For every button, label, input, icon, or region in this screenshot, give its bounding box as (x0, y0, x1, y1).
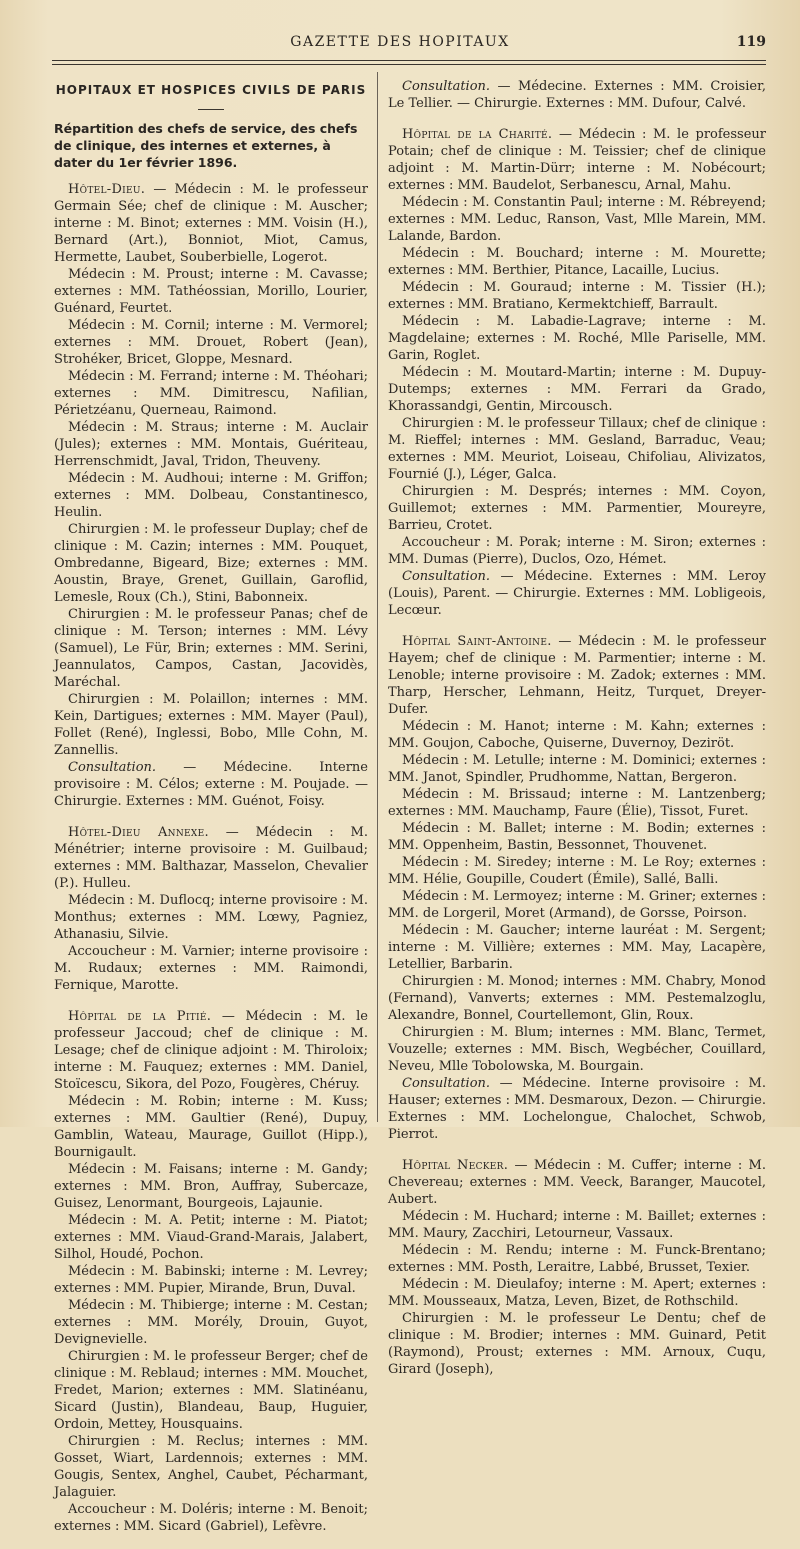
service-paragraph (54, 691, 368, 759)
hospital-name: Hôpital Necker. (402, 1158, 509, 1173)
paragraph-text: Médecin : M. Rendu; interne : M. Funck-Brentano; externes : MM. Posth, Leraitre, Labbé, Brusset, Texier. (388, 1243, 766, 1275)
paragraph-text: Chirurgien : M. Polaillon; internes : MM. Kein, Dartigues; externes : MM. Mayer (Paul), Follet (René), Inglessi, Bobo, Mlle Cohn, M. Zannellis. (54, 692, 368, 758)
paragraph-text: Médecin : M. Hanot; interne : M. Kahn; externes : MM. Goujon, Caboche, Quiserne, Duvernoy, Deziröt. (388, 719, 766, 751)
service-paragraph (388, 78, 766, 112)
paragraph-text: Accoucheur : M. Varnier; interne provisoire : M. Rudaux; externes : MM. Raimondi, Fernique, Marotte. (54, 944, 368, 993)
service-paragraph (388, 415, 766, 483)
service-paragraph (388, 1242, 766, 1276)
title-rule (198, 109, 224, 110)
paragraph-text: Médecin : M. Babinski; interne : M. Levrey; externes : MM. Pupier, Mirande, Brun, Duval. (54, 1264, 368, 1296)
service-paragraph (54, 181, 368, 266)
service-paragraph (388, 126, 766, 194)
paragraph-text: Médecin : M. Faisans; interne : M. Gandy; externes : MM. Bron, Auffray, Subercaze, Guisez, Lenormant, Bourgeois, Lajaunie. (54, 1162, 368, 1211)
paragraph-text: Chirurgien : M. le professeur Panas; chef de clinique : M. Terson; internes : MM. Lévy (Samuel), Le Für, Brin; externes : MM. Serini, Jeannulatos, Campos, Castan, Jacovidès, Maréchal. (54, 607, 368, 690)
paragraph-text: Médecin : M. Audhoui; interne : M. Griffon; externes : MM. Dolbeau, Constantinesco, Heulin. (54, 471, 368, 520)
paragraph-text: — Médecin : M. Cuffer; interne : M. Chevereau; externes : MM. Veeck, Baranger, Maucotel, Aubert. (388, 1158, 766, 1207)
hospital-section (54, 181, 368, 810)
service-paragraph (388, 1310, 766, 1378)
paragraph-text: Médecin : M. Gaucher; interne lauréat : M. Sergent; interne : M. Villière; externes : MM. May, Lacapère, Letellier, Barbarin. (388, 923, 766, 972)
paragraph-text: — Médecin : M. le professeur Potain; chef de clinique : M. Teissier; chef de clinique adjoint : M. Martin-Dürr; interne : M. Nobécourt; externes : MM. Baudelot, Serbanescu, Arnal, Mahu. (388, 127, 766, 193)
article-subtitle: Répartition des chefs de service, des chefs de clinique, des internes et externes, à dater du 1er février 1896. (54, 121, 358, 170)
service-paragraph (388, 483, 766, 534)
hospital-name: Hôpital Saint-Antoine. (402, 634, 552, 649)
paragraph-text: Médecin : M. Duflocq; interne provisoire : M. Monthus; externes : MM. Lœwy, Pagniez, Athanasiu, Silvie. (54, 893, 368, 942)
service-paragraph (54, 1263, 368, 1297)
paragraph-text: — Médecin : M. le professeur Jaccoud; chef de clinique : M. Lesage; chef de clinique adjoint : M. Thiroloix; interne : M. Fauquez; externes : MM. Daniel, Stoïcescu, Sikora, del Pozo, Fougères, Chéruy. (54, 1009, 368, 1092)
hospital-name: Hôpital de la Charité. (402, 127, 553, 142)
hospital-name: Hôtel-Dieu Annexe. (68, 825, 209, 840)
paragraph-text: Médecin : M. Robin; interne : M. Kuss; externes : MM. Gaultier (René), Dupuy, Gamblin, Wateau, Maurage, Guillot (Hipp.), Bournigault. (54, 1094, 368, 1160)
paragraph-text: Médecin : M. A. Petit; interne : M. Piatot; externes : MM. Viaud-Grand-Marais, Jalabert, Silhol, Houdé, Pochon. (54, 1213, 368, 1262)
paragraph-text: Médecin : M. Proust; interne : M. Cavasse; externes : MM. Tathéossian, Morillo, Lourier, Guénard, Feurtet. (54, 267, 368, 316)
service-paragraph (388, 1157, 766, 1208)
paragraph-text: Médecin : M. Dieulafoy; interne : M. Apert; externes : MM. Mousseaux, Matza, Leven, Bizet, de Rothschild. (388, 1277, 766, 1309)
hospital-name: Hôtel-Dieu. (68, 182, 146, 197)
header-rule-thin (52, 64, 766, 65)
paragraph-text: Médecin : M. Gouraud; interne : M. Tissier (H.); externes : MM. Bratiano, Kermektchieff, Barrault. (388, 280, 766, 312)
paragraph-text: Chirurgien : M. Després; internes : MM. Coyon, Guillemot; externes : MM. Parmentier, Moureyre, Barrieu, Crotet. (388, 484, 766, 533)
paragraph-text: Chirurgien : M. le professeur Tillaux; chef de clinique : M. Rieffel; internes : MM. Gesland, Barraduc, Veau; externes : MM. Meuriot, Loiseau, Chifoliau, Alivizatos, Fournié (J.), Léger, Galca. (388, 416, 766, 482)
service-paragraph (388, 1276, 766, 1310)
header-rule (52, 60, 766, 61)
hospital-name: Hôpital de la Pitié. (68, 1009, 212, 1024)
service-paragraph (54, 317, 368, 368)
paragraph-text: Chirurgien : M. le professeur Duplay; chef de clinique : M. Cazin; internes : MM. Pouquet, Ombredanne, Bigeard, Bize; externes : MM. Aoustin, Braye, Grenet, Guillain, Garoflid, Lemesle, Roux (Ch.), Stini, Babonneix. (54, 522, 368, 605)
service-paragraph (54, 470, 368, 521)
service-paragraph (54, 521, 368, 606)
service-paragraph (54, 1433, 368, 1501)
service-paragraph (388, 888, 766, 922)
right-column (388, 78, 766, 1392)
journal-title: GAZETTE DES HOPITAUX (290, 34, 510, 50)
paragraph-text: Consultation. — Médecine. Interne provisoire : M. Hauser; externes : MM. Desmaroux, Dezon. — Chirurgie. Externes : MM. Lochelongue, Chalochet, Schwob, Pierrot. (388, 1076, 766, 1142)
paragraph-text: Chirurgien : M. Reclus; internes : MM. Gosset, Wiart, Lardennois; externes : MM. Gougis, Sentex, Anghel, Caubet, Pécharmant, Jalaguier. (54, 1434, 368, 1500)
column-separator (377, 72, 378, 1122)
service-paragraph (388, 752, 766, 786)
paragraph-text: Médecin : M. Straus; interne : M. Auclair (Jules); externes : MM. Montais, Guériteau, Herrenschmidt, Javal, Tridon, Theuveny. (54, 420, 368, 469)
service-paragraph (388, 1208, 766, 1242)
service-paragraph (388, 279, 766, 313)
service-paragraph (388, 568, 766, 619)
paragraph-text: Médecin : M. Siredey; interne : M. Le Roy; externes : MM. Hélie, Goupille, Coudert (Émile), Sallé, Balli. (388, 855, 766, 887)
service-paragraph (388, 922, 766, 973)
service-paragraph (54, 1093, 368, 1161)
paragraph-text: Consultation. — Médecine. Externes : MM. Croisier, Le Tellier. — Chirurgie. Externes : MM. Dufour, Calvé. (388, 79, 766, 111)
service-paragraph (388, 786, 766, 820)
service-paragraph (54, 824, 368, 892)
paragraph-text: Médecin : M. Cornil; interne : M. Vermorel; externes : MM. Drouet, Robert (Jean), Strohéker, Bricet, Gloppe, Mesnard. (54, 318, 368, 367)
service-paragraph (388, 194, 766, 245)
left-column (54, 78, 368, 1549)
paragraph-text: Médecin : M. Ballet; interne : M. Bodin; externes : MM. Oppenheim, Bastin, Bessonnet, Thouvenet. (388, 821, 766, 853)
paragraph-text: Médecin : M. Lermoyez; interne : M. Griner; externes : MM. de Lorgeril, Moret (Armand), de Gorsse, Poirson. (388, 889, 766, 921)
service-paragraph (54, 1501, 368, 1535)
section-title: HOPITAUX ET HOSPICES CIVILS DE PARIS (55, 83, 367, 97)
hospital-section (388, 126, 766, 619)
paragraph-text: Médecin : M. Letulle; interne : M. Dominici; externes : MM. Janot, Spindler, Prudhomme, Nattan, Bergeron. (388, 753, 766, 785)
paragraph-text: Médecin : M. Moutard-Martin; interne : M. Dupuy-Dutemps; externes : MM. Ferrari da Grado, Khorassandgi, Gentin, Mircousch. (388, 365, 766, 414)
service-paragraph (54, 759, 368, 810)
service-paragraph (388, 534, 766, 568)
service-paragraph (388, 820, 766, 854)
service-paragraph (54, 1008, 368, 1093)
hospital-section (388, 633, 766, 1143)
paragraph-text: Médecin : M. Bouchard; interne : M. Mourette; externes : MM. Berthier, Pitance, Lacaille, Lucius. (388, 246, 766, 278)
paragraph-text: Médecin : M. Huchard; interne : M. Baillet; externes : MM. Maury, Zacchiri, Letourneur, Vassaux. (388, 1209, 766, 1241)
service-paragraph (54, 1348, 368, 1433)
paragraph-text: Consultation. — Médecine. Interne provisoire : M. Célos; externe : M. Poujade. — Chirurgie. Externes : MM. Guénot, Foisy. (54, 760, 368, 809)
paragraph-text: Médecin : M. Ferrand; interne : M. Théohari; externes : MM. Dimitrescu, Nafilian, Périetzéanu, Querneau, Raimond. (54, 369, 368, 418)
service-paragraph (54, 1212, 368, 1263)
service-paragraph (54, 419, 368, 470)
service-paragraph (388, 973, 766, 1024)
service-paragraph (54, 943, 368, 994)
paragraph-text: Chirurgien : M. Monod; internes : MM. Chabry, Monod (Fernand), Vanverts; externes : MM. Pestemalzoglu, Alexandre, Bonnel, Courtellemont, Glin, Roux. (388, 974, 766, 1023)
service-paragraph (388, 364, 766, 415)
paragraph-text: Accoucheur : M. Porak; interne : M. Siron; externes : MM. Dumas (Pierre), Duclos, Ozo, Hémet. (388, 535, 766, 567)
service-paragraph (388, 245, 766, 279)
service-paragraph (54, 892, 368, 943)
hospital-section (54, 1008, 368, 1535)
paragraph-text: Médecin : M. Thibierge; interne : M. Cestan; externes : MM. Morély, Drouin, Guyot, Devignevielle. (54, 1298, 368, 1347)
paragraph-text: Chirurgien : M. le professeur Le Dentu; chef de clinique : M. Brodier; internes : MM. Guinard, Petit (Raymond), Proust; externes : MM. Arnoux, Cuqu, Girard (Joseph), (388, 1311, 766, 1377)
hospital-section (388, 78, 766, 112)
service-paragraph (388, 718, 766, 752)
service-paragraph (388, 854, 766, 888)
service-paragraph (388, 1075, 766, 1143)
service-paragraph (54, 368, 368, 419)
service-paragraph (388, 1024, 766, 1075)
paragraph-text: Médecin : M. Brissaud; interne : M. Lantzenberg; externes : MM. Mauchamp, Faure (Élie), Tissot, Furet. (388, 787, 766, 819)
paragraph-text: Médecin : M. Labadie-Lagrave; interne : M. Magdelaine; externes : M. Roché, Mlle Pariselle, MM. Garin, Roglet. (388, 314, 766, 363)
hospital-section (54, 824, 368, 994)
paragraph-text: Chirurgien : M. le professeur Berger; chef de clinique : M. Reblaud; internes : MM. Mouchet, Fredet, Marion; externes : MM. Slatinéanu, Sicard (Justin), Blandeau, Baup, Huguier, Ordoin, Mettey, Housquains. (54, 1349, 368, 1432)
service-paragraph (388, 633, 766, 718)
paragraph-text: — Médecin : M. le professeur Germain Sée; chef de clinique : M. Auscher; interne : M. Binot; externes : MM. Voisin (H.), Bernard (Art.), Bonniot, Miot, Camus, Hermette, Laubet, Souberbielle, Logerot. (54, 182, 368, 265)
service-paragraph (54, 606, 368, 691)
paragraph-text: Consultation. — Médecine. Externes : MM. Leroy (Louis), Parent. — Chirurgie. Externes : MM. Lobligeois, Lecœur. (388, 569, 766, 618)
paragraph-text: Accoucheur : M. Doléris; interne : M. Benoit; externes : MM. Sicard (Gabriel), Lefèvre. (54, 1502, 368, 1534)
service-paragraph (54, 1297, 368, 1348)
hospital-section (388, 1157, 766, 1378)
paragraph-text: Chirurgien : M. Blum; internes : MM. Blanc, Termet, Vouzelle; externes : MM. Bisch, Wegbécher, Couillard, Neveu, Mlle Tobolowska, M. Bourgain. (388, 1025, 766, 1074)
page-number: 119 (736, 34, 766, 50)
paragraph-text: — Médecin : M. Ménétrier; interne provisoire : M. Guilbaud; externes : MM. Balthazar, Masselon, Chevalier (P.). Hulleu. (54, 825, 368, 891)
paragraph-text: Médecin : M. Constantin Paul; interne : M. Rébreyend; externes : MM. Leduc, Ranson, Vast, Mlle Marein, MM. Lalande, Bardon. (388, 195, 766, 244)
service-paragraph (54, 266, 368, 317)
paragraph-text: — Médecin : M. le professeur Hayem; chef de clinique : M. Parmentier; interne : M. Lenoble; interne provisoire : M. Zadok; externes : MM. Tharp, Herscher, Lehmann, Heitz, Turquet, Dreyer-Dufer. (388, 634, 766, 717)
service-paragraph (54, 1161, 368, 1212)
service-paragraph (388, 313, 766, 364)
running-head (0, 34, 800, 58)
